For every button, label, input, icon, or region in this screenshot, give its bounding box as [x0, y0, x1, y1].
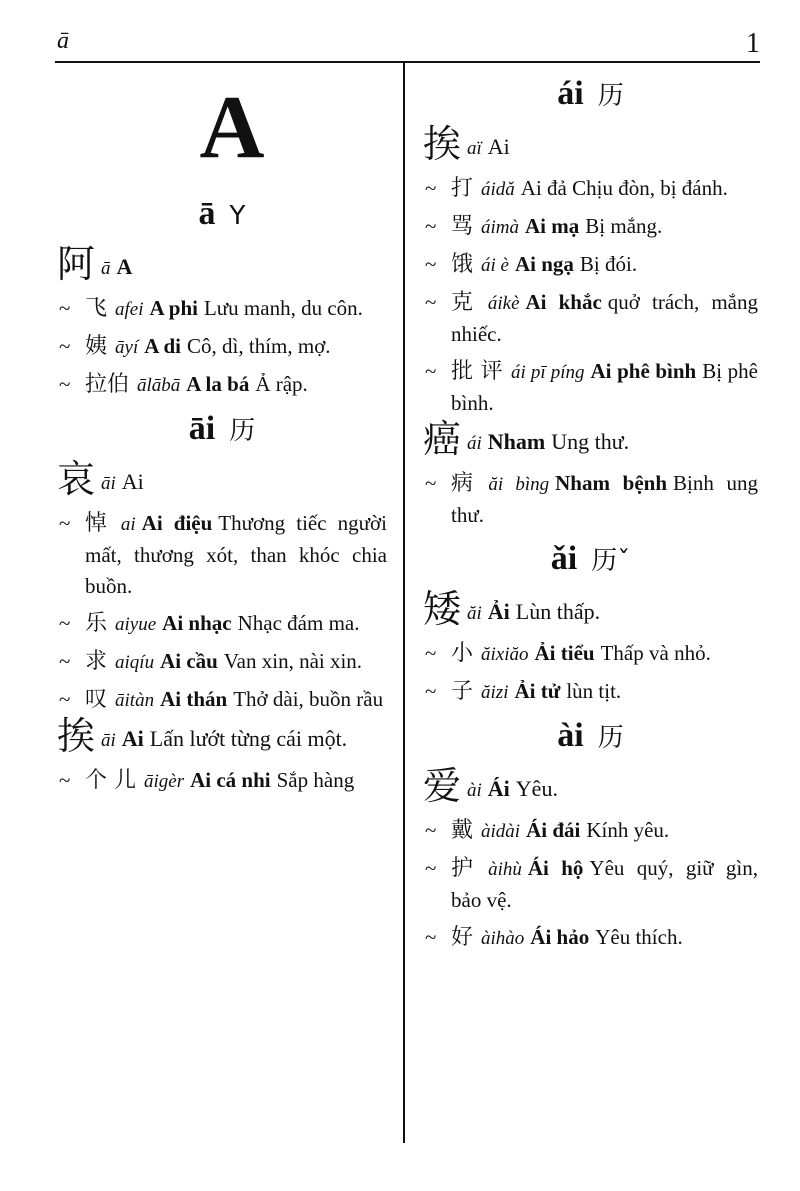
compound-pinyin: aiyue	[115, 614, 157, 635]
tilde-mark: ~	[59, 334, 71, 358]
compound-viet: Ai khắc	[525, 290, 602, 314]
compound-char: 克	[451, 290, 480, 315]
compound-gloss: quở trách, mắng nhiếc.	[451, 290, 758, 346]
compound-gloss: Bị phê bình.	[451, 359, 758, 415]
compound-entry	[57, 765, 387, 797]
compound-pinyin: ăixiăo	[481, 644, 529, 665]
headword-pinyin: ā	[101, 258, 111, 279]
compound-char: 拉伯	[85, 372, 130, 397]
headword-entry	[423, 122, 758, 167]
column-divider	[403, 63, 405, 1143]
compound-entry	[423, 356, 758, 419]
compound-viet: A phi	[149, 296, 198, 320]
compound-gloss: Lưu manh, du côn.	[203, 296, 363, 320]
compound-viet: Nham bệnh	[555, 471, 667, 495]
compound-char: 饿	[451, 252, 474, 277]
syllable-zhuyin: 历	[597, 723, 624, 753]
compound-char: 戴	[451, 818, 474, 843]
compound-viet: Ải tiểu	[534, 641, 595, 665]
compound-gloss: Van xin, nài xin.	[223, 649, 363, 673]
compound-pinyin: ái pī píng	[511, 362, 585, 383]
syllable-heading	[423, 72, 758, 118]
compound-pinyin: ai	[120, 514, 136, 535]
compound-gloss: Ai đả Chịu đòn, bị đánh.	[520, 176, 728, 200]
syllable-heading	[423, 714, 758, 760]
headword-pinyin: āi	[101, 730, 116, 751]
tilde-mark: ~	[59, 296, 71, 320]
headword-pinyin: aï	[467, 138, 482, 159]
tilde-mark: ~	[425, 176, 437, 200]
compound-gloss: Yêu quý, giữ gìn, bảo vệ.	[451, 856, 758, 912]
compound-char: 护	[451, 856, 481, 881]
compound-char: 乐	[85, 611, 108, 636]
compound-pinyin: ăi bìng	[488, 474, 550, 495]
compound-entry	[423, 249, 758, 281]
compound-pinyin: āyí	[115, 337, 139, 358]
compound-entry	[57, 369, 387, 401]
headword-gloss: Ung thư.	[551, 429, 630, 454]
compound-viet: Ai mạ	[525, 214, 580, 238]
compound-entry	[423, 815, 758, 847]
syllable-pinyin: ā	[198, 195, 216, 232]
compound-entry	[423, 211, 758, 243]
compound-viet: Ái hảo	[530, 925, 590, 949]
tilde-mark: ~	[425, 214, 437, 238]
compound-entry	[423, 853, 758, 916]
tilde-mark: ~	[425, 290, 437, 314]
compound-viet: Ai phê bình	[590, 359, 697, 383]
compound-entry	[423, 287, 758, 350]
compound-gloss: Cô, dì, thím, mợ.	[187, 334, 331, 358]
compound-gloss: lùn tịt.	[566, 679, 622, 703]
syllable-heading	[423, 537, 758, 583]
compound-viet: A la bá	[186, 372, 250, 396]
tilde-mark: ~	[425, 252, 437, 276]
headword-entry	[57, 714, 387, 759]
compound-entry	[57, 508, 387, 602]
compound-entry	[423, 922, 758, 954]
header-rule	[55, 61, 760, 63]
compound-char: 叹	[85, 687, 108, 712]
compound-viet: Ai cầu	[160, 649, 218, 673]
compound-pinyin: āitàn	[115, 690, 155, 711]
headword-entry	[57, 457, 387, 502]
compound-pinyin: áikè	[487, 293, 520, 314]
headword-pinyin: āi	[101, 473, 116, 494]
tilde-mark: ~	[425, 359, 437, 383]
running-head	[57, 28, 760, 58]
tilde-mark: ~	[59, 511, 71, 535]
headword-char: 哀	[57, 457, 96, 501]
syllable-pinyin: ǎi	[550, 540, 578, 577]
compound-viet: Ai nhạc	[162, 611, 232, 635]
compound-char: 打	[451, 176, 474, 201]
headword-viet: A	[116, 254, 133, 279]
headword-viet: Ai	[121, 726, 144, 751]
headword-viet: Nham	[487, 429, 546, 454]
headword-char: 挨	[57, 714, 96, 758]
compound-char: 悼	[85, 511, 113, 536]
tilde-mark: ~	[59, 768, 71, 792]
compound-gloss: Bịnh ung thư.	[451, 471, 758, 527]
headword-pinyin: ài	[467, 780, 482, 801]
syllable-heading	[57, 407, 387, 453]
compound-char: 小	[451, 641, 474, 666]
compound-entry	[423, 676, 758, 708]
headword-pinyin: ăi	[467, 603, 482, 624]
tilde-mark: ~	[59, 687, 71, 711]
compound-char: 批 评	[451, 359, 503, 384]
tilde-mark: ~	[425, 925, 437, 949]
compound-gloss: Sắp hàng	[276, 768, 355, 792]
headword-viet: Ải	[487, 599, 510, 624]
compound-viet: A di	[144, 334, 182, 358]
compound-viet: Ái hộ	[527, 856, 584, 880]
compound-entry	[57, 331, 387, 363]
compound-char: 求	[85, 649, 108, 674]
compound-gloss: Thở dài, buồn rầu	[233, 687, 384, 711]
right-column	[423, 66, 758, 954]
compound-viet: Ai thán	[160, 687, 228, 711]
compound-pinyin: áimà	[481, 217, 520, 238]
compound-entry	[57, 646, 387, 678]
compound-viet: Ải tử	[514, 679, 561, 703]
compound-char: 姨	[85, 334, 108, 359]
compound-viet: Ái đái	[526, 818, 581, 842]
syllable-pinyin: āi	[188, 410, 216, 447]
syllable-pinyin: ái	[557, 75, 584, 112]
compound-entry	[423, 468, 758, 531]
headword-char: 挨	[423, 122, 462, 166]
headword-gloss: Lấn lướt từng cái một.	[149, 726, 348, 751]
headword-gloss: Ai	[487, 134, 510, 159]
compound-viet: Ai cá nhi	[190, 768, 271, 792]
syllable-zhuyin: 历	[229, 416, 256, 446]
page-number: 1	[746, 28, 760, 59]
compound-char: 好	[451, 925, 474, 950]
headword-viet: Ái	[487, 776, 510, 801]
tilde-mark: ~	[425, 471, 437, 495]
running-head-guide: ā	[57, 28, 69, 54]
compound-gloss: Bị đói.	[579, 252, 638, 276]
compound-pinyin: áidǎ	[481, 179, 515, 200]
compound-char: 骂	[451, 214, 474, 239]
compound-viet: Ai điệu	[141, 511, 213, 535]
headword-gloss: Ai	[121, 469, 144, 494]
compound-pinyin: āigèr	[144, 771, 185, 792]
compound-gloss: Thương tiếc người mất, thương xót, than khóc chia buồn.	[85, 511, 387, 598]
compound-entry	[423, 638, 758, 670]
headword-pinyin: ái	[467, 433, 482, 454]
headword-entry	[423, 417, 758, 462]
syllable-pinyin: ài	[557, 717, 584, 754]
headword-gloss: Lùn thấp.	[515, 599, 601, 624]
compound-gloss: Thấp và nhỏ.	[600, 641, 711, 665]
syllable-heading	[57, 192, 387, 238]
headword-char: 爱	[423, 764, 462, 808]
compound-gloss: Bị mắng.	[585, 214, 663, 238]
tilde-mark: ~	[425, 679, 437, 703]
compound-pinyin: àihào	[481, 928, 525, 949]
headword-entry	[57, 242, 387, 287]
compound-pinyin: àidài	[481, 821, 521, 842]
headword-char: 矮	[423, 587, 462, 631]
headword-char: 癌	[423, 417, 462, 461]
compound-entry	[57, 293, 387, 325]
headword-entry	[423, 764, 758, 809]
headword-entry	[423, 587, 758, 632]
tilde-mark: ~	[59, 611, 71, 635]
tilde-mark: ~	[59, 649, 71, 673]
compound-pinyin: àihù	[488, 859, 522, 880]
compound-pinyin: afei	[115, 299, 144, 320]
headword-gloss: Yêu.	[515, 776, 558, 801]
compound-pinyin: ālābā	[137, 375, 181, 396]
tilde-mark: ~	[425, 641, 437, 665]
compound-pinyin: ái è	[481, 255, 509, 276]
compound-gloss: Kính yêu.	[586, 818, 670, 842]
syllable-zhuyin: Y	[229, 201, 246, 231]
compound-entry	[57, 608, 387, 640]
compound-gloss: Yêu thích.	[595, 925, 683, 949]
compound-char: 个 儿	[85, 768, 136, 793]
compound-pinyin: aiqíu	[115, 652, 155, 673]
compound-char: 飞	[85, 296, 108, 321]
syllable-zhuyin: 历ˇ	[591, 546, 631, 576]
headword-char: 阿	[57, 242, 96, 286]
tilde-mark: ~	[425, 856, 437, 880]
compound-char: 病	[451, 471, 481, 496]
compound-entry	[57, 684, 387, 716]
syllable-zhuyin: 历	[597, 81, 624, 111]
compound-viet: Ai ngạ	[514, 252, 574, 276]
compound-gloss: Ả rập.	[255, 372, 308, 396]
compound-char: 子	[451, 679, 474, 704]
compound-pinyin: ăizi	[481, 682, 509, 703]
tilde-mark: ~	[59, 372, 71, 396]
left-column	[57, 66, 387, 797]
section-letter: A	[199, 78, 265, 177]
compound-gloss: Nhạc đám ma.	[237, 611, 360, 635]
compound-entry	[423, 173, 758, 205]
tilde-mark: ~	[425, 818, 437, 842]
